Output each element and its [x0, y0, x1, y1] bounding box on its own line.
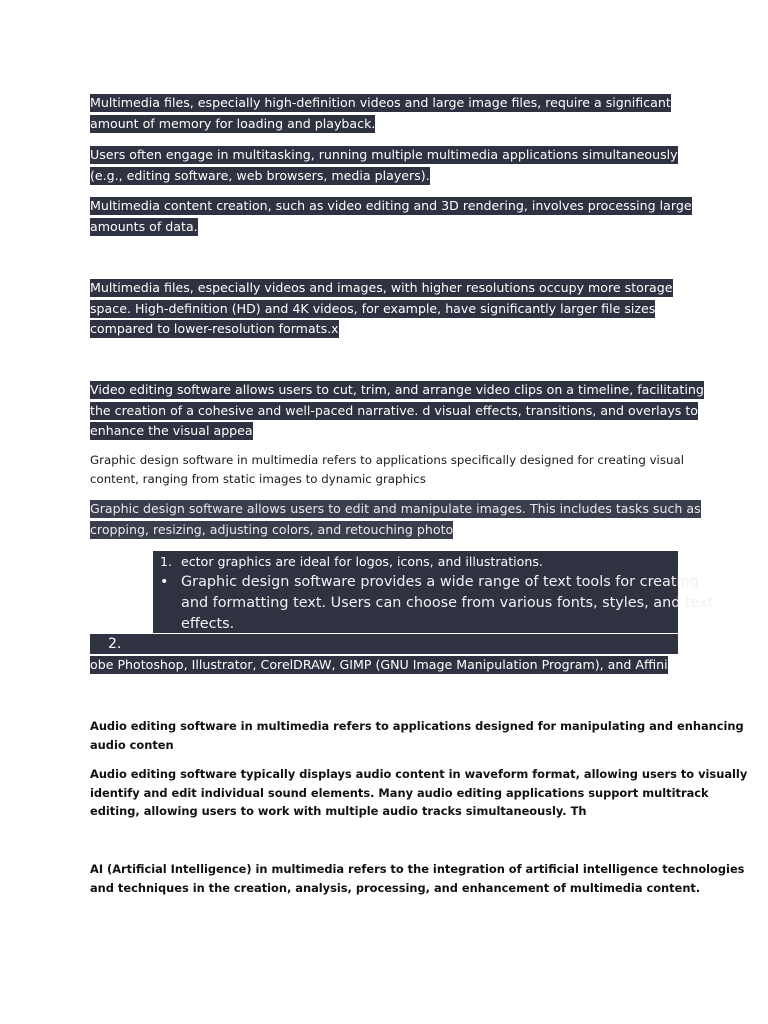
text-line: Audio editing software typically displays audio content in waveform format, allowing users to visually: [90, 767, 748, 781]
text-line: Multimedia files, especially high-definition videos and large image files, require a significant: [90, 95, 671, 110]
paragraph-content-creation: [90, 196, 690, 237]
text-line: (e.g., editing software, web browsers, media players).: [90, 167, 430, 183]
text-line: content, ranging from static images to dynamic graphics: [90, 472, 426, 486]
text-line: amount of memory for loading and playback.: [90, 115, 376, 131]
text-line: the creation of a cohesive and well-paced narrative. d visual effects, transitions, and overlays to: [90, 402, 698, 418]
paragraph-graphic-design-definition: [90, 451, 690, 489]
text-line: and techniques in the creation, analysis, processing, and enhancement of multimedia content.: [90, 880, 701, 895]
list-item-text: ector graphics are ideal for logos, icons, and illustrations.: [181, 554, 543, 569]
bullet-item-text: [181, 572, 714, 635]
text-line: audio conten: [90, 737, 174, 752]
text-line: effects.: [181, 616, 235, 632]
text-line: identify and edit individual sound elements. Many audio editing applications support multitrack: [90, 785, 709, 800]
paragraph-storage-space: [90, 278, 690, 340]
text-line: Multimedia content creation, such as video editing and 3D rendering, involves processing large: [90, 198, 692, 213]
text-line: Audio editing software in multimedia refers to applications designed for manipulating and enhancing: [90, 719, 744, 733]
text-line: compared to lower-resolution formats.x: [90, 321, 339, 336]
paragraph-software-names: [90, 655, 668, 674]
paragraph-video-editing: [90, 380, 704, 442]
text-line: and formatting text. Users can choose from various fonts, styles, and text: [181, 595, 714, 611]
text-line: obe Photoshop, Illustrator, CorelDRAW, GIMP (GNU Image Manipulation Program), and Affini: [90, 657, 668, 672]
text-line: cropping, resizing, adjusting colors, and retouching photo: [90, 521, 454, 537]
text-line: Graphic design software in multimedia refers to applications specifically designed for creating visual: [90, 453, 684, 467]
paragraph-image-editing: [90, 499, 701, 540]
paragraph-ai-multimedia: [90, 860, 745, 897]
text-line: Graphic design software allows users to edit and manipulate images. This includes tasks such as: [90, 501, 701, 516]
text-line: Graphic design software provides a wide range of text tools for creating: [181, 574, 699, 590]
paragraph-memory-loading: [90, 93, 690, 134]
numbered-list-item-1: [160, 553, 543, 571]
paragraph-audio-editing-definition: [90, 717, 744, 754]
text-line: editing, allowing users to work with multiple audio tracks simultaneously. Th: [90, 804, 587, 818]
text-line: Multimedia files, especially videos and images, with higher resolutions occupy more storage: [90, 280, 673, 295]
text-line: enhance the visual appea: [90, 423, 253, 438]
text-line: space. High-definition (HD) and 4K videos, for example, have significantly larger file sizes: [90, 300, 656, 316]
paragraph-audio-waveform: [90, 765, 748, 821]
list-item-2-highlight: [90, 634, 678, 654]
list-number: 1.: [160, 554, 173, 569]
text-line: Users often engage in multitasking, running multiple multimedia applications simultaneously: [90, 147, 678, 162]
text-line: amounts of data.: [90, 218, 198, 234]
bullet-icon: •: [160, 574, 169, 590]
text-line: Video editing software allows users to cut, trim, and arrange video clips on a timeline, facilitating: [90, 382, 704, 397]
text-line: AI (Artificial Intelligence) in multimedia refers to the integration of artificial intelligence technologies: [90, 862, 745, 876]
paragraph-multitasking: [90, 145, 690, 186]
list-number-2: 2.: [108, 636, 122, 652]
